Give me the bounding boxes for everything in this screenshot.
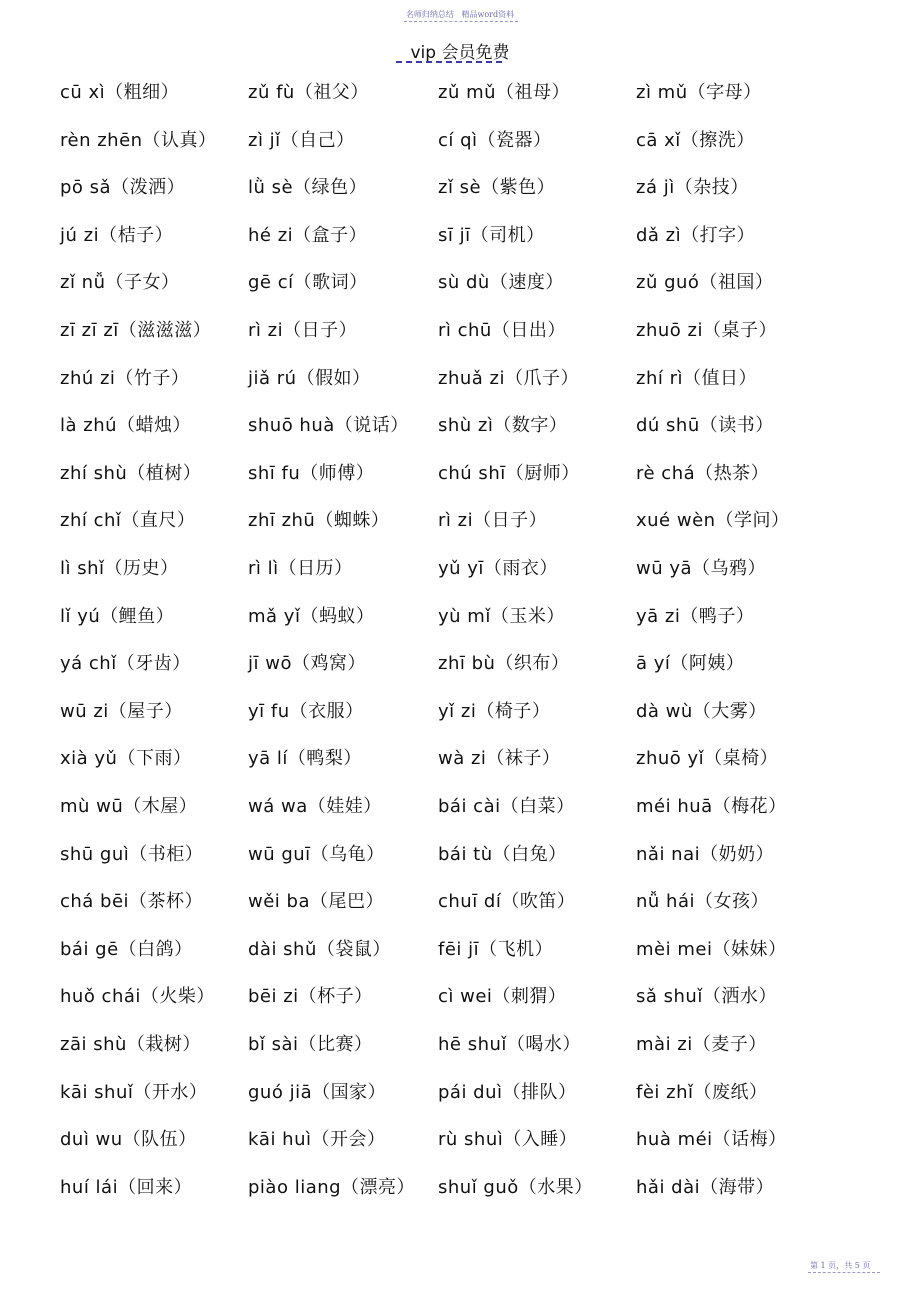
vocab-word: sǎ shuǐ（洒水） [636, 986, 777, 1007]
vocab-word: gē cí（歌词） [248, 272, 368, 293]
vocab-word: zī zī zī（滋滋滋） [60, 320, 212, 341]
vocab-word: dài shǔ（袋鼠） [248, 939, 391, 960]
vocab-word: dà wù（大雾） [636, 701, 767, 722]
vocab-word: hē shuǐ（喝水） [438, 1034, 581, 1055]
vocab-word: là zhú（蜡烛） [60, 415, 192, 436]
vocab-word: huí lái（回来） [60, 1177, 193, 1198]
vocab-word: huà méi（话梅） [636, 1129, 787, 1150]
vocab-word: bēi zi（杯子） [248, 986, 373, 1007]
vocab-word: huǒ chái（火柴） [60, 986, 215, 1007]
vocab-word: wū yā（乌鸦） [636, 558, 767, 579]
vocab-word: pái duì（排队） [438, 1082, 577, 1103]
vocab-word: rì chū（日出） [438, 320, 566, 341]
vocab-word: kāi huì（开会） [248, 1129, 386, 1150]
page-title: vip 会员免费 [410, 43, 510, 63]
vocab-word: wěi ba（尾巴） [248, 891, 384, 912]
vocab-word: rè chá（热茶） [636, 463, 770, 484]
vocab-word: chú shī（厨师） [438, 463, 580, 484]
vocab-word: dú shū（读书） [636, 415, 774, 436]
vocab-word: mǎ yǐ（蚂蚁） [248, 606, 375, 627]
vocab-word: yī fu（衣服） [248, 701, 364, 722]
vocab-word: zhí shù（植树） [60, 463, 202, 484]
vocab-word: shù zì（数字） [438, 415, 568, 436]
vocab-word: fèi zhǐ（废纸） [636, 1082, 768, 1103]
vocab-word: zhuō zi（桌子） [636, 320, 777, 341]
vocab-word: bái tù（白兔） [438, 844, 567, 865]
vocab-word: zǔ fù（祖父） [248, 82, 369, 103]
vocab-word: rì zi（日子） [248, 320, 358, 341]
vocab-word: xué wèn（学问） [636, 510, 790, 531]
vocab-word: xià yǔ（下雨） [60, 748, 192, 769]
vocab-word: yù mǐ（玉米） [438, 606, 565, 627]
vocab-word: wū zi（屋子） [60, 701, 183, 722]
page-number: 第 1 页，共 5 页 [810, 1261, 871, 1270]
vocab-word: bǐ sài（比赛） [248, 1034, 373, 1055]
vocab-word: guó jiā（国家） [248, 1082, 387, 1103]
vocab-word: lǐ yú（鲤鱼） [60, 606, 175, 627]
vocab-word: nǚ hái（女孩） [636, 891, 769, 912]
vocab-word: dǎ zì（打字） [636, 225, 756, 246]
vocab-word: wà zi（袜子） [438, 748, 561, 769]
vocab-word: zhí chǐ（直尺） [60, 510, 196, 531]
vocab-word: rì lì（日历） [248, 558, 353, 579]
vocab-word: jī wō（鸡窝） [248, 653, 366, 674]
vocab-word: cū xì（粗细） [60, 82, 180, 103]
vocab-word: yǔ yī（雨衣） [438, 558, 558, 579]
vocab-word: fēi jī（飞机） [438, 939, 554, 960]
footer-divider [808, 1272, 880, 1273]
vocab-word: zhuō yǐ（桌椅） [636, 748, 779, 769]
vocab-word: duì wu（队伍） [60, 1129, 197, 1150]
vocab-word: zāi shù（栽树） [60, 1034, 201, 1055]
vocab-word: zǐ sè（紫色） [438, 177, 556, 198]
vocab-word: yǐ zi（椅子） [438, 701, 551, 722]
vocab-word: zhú zi（竹子） [60, 368, 190, 389]
vocab-word: zhí rì（值日） [636, 368, 757, 389]
vocab-word: zì mǔ（字母） [636, 82, 762, 103]
vocab-word: kāi shuǐ（开水） [60, 1082, 208, 1103]
vocab-word: cí qì（瓷器） [438, 130, 552, 151]
vocab-word: bái cài（白菜） [438, 796, 575, 817]
vocab-word: lǜ sè（绿色） [248, 177, 368, 198]
vocab-word: zá jì（杂技） [636, 177, 749, 198]
vocab-word: wá wa（娃娃） [248, 796, 382, 817]
vocab-word: ā yí（阿姨） [636, 653, 745, 674]
vocab-word: zhī zhū（蜘蛛） [248, 510, 390, 531]
vocab-word: hǎi dài（海带） [636, 1177, 775, 1198]
vocab-word: piào liang（漂亮） [248, 1177, 416, 1198]
vocab-word: mèi mei（妹妹） [636, 939, 787, 960]
vocab-word: zhī bù（织布） [438, 653, 570, 674]
vocab-word: rì zi（日子） [438, 510, 548, 531]
vocab-word: zhuǎ zi（爪子） [438, 368, 579, 389]
vocab-word: chuī dí（吹笛） [438, 891, 576, 912]
vocab-word: shuǐ guǒ（水果） [438, 1177, 593, 1198]
vocab-word: nǎi nai（奶奶） [636, 844, 775, 865]
vocab-word: yā zi（鸭子） [636, 606, 755, 627]
vocab-word: bái gē（白鸽） [60, 939, 193, 960]
vocab-word: lì shǐ（历史） [60, 558, 179, 579]
vocab-word: yā lí（鸭梨） [248, 748, 362, 769]
vocab-word: jú zi（桔子） [60, 225, 174, 246]
vocab-word: mài zi（麦子） [636, 1034, 767, 1055]
vocab-word: cì wei（刺猬） [438, 986, 567, 1007]
vocab-word: wū guī（乌龟） [248, 844, 385, 865]
vocab-word: zǐ nǚ（子女） [60, 272, 180, 293]
vocab-word: zǔ mǔ（祖母） [438, 82, 571, 103]
vocab-word: mù wū（木屋） [60, 796, 198, 817]
vocab-word: méi huā（梅花） [636, 796, 787, 817]
vocab-word: shī fu（师傅） [248, 463, 375, 484]
vocab-word: zì jǐ（自己） [248, 130, 355, 151]
vocab-word: jiǎ rú（假如） [248, 368, 371, 389]
vocab-word: chá bēi（茶杯） [60, 891, 204, 912]
vocab-word: rù shuì（入睡） [438, 1129, 578, 1150]
vocab-word: hé zi（盒子） [248, 225, 368, 246]
vocab-word: cā xǐ（擦洗） [636, 130, 755, 151]
vocab-word: pō sǎ（泼洒） [60, 177, 186, 198]
vocab-word: sī jī（司机） [438, 225, 545, 246]
vocab-word: shū guì（书柜） [60, 844, 204, 865]
header-note: 名师归纳总结 精品word资料 [405, 10, 515, 19]
vocab-word: shuō huà（说话） [248, 415, 409, 436]
vocab-word: rèn zhēn（认真） [60, 130, 217, 151]
vocab-word: yá chǐ（牙齿） [60, 653, 191, 674]
vocab-word: sù dù（速度） [438, 272, 564, 293]
vocab-word: zǔ guó（祖国） [636, 272, 774, 293]
